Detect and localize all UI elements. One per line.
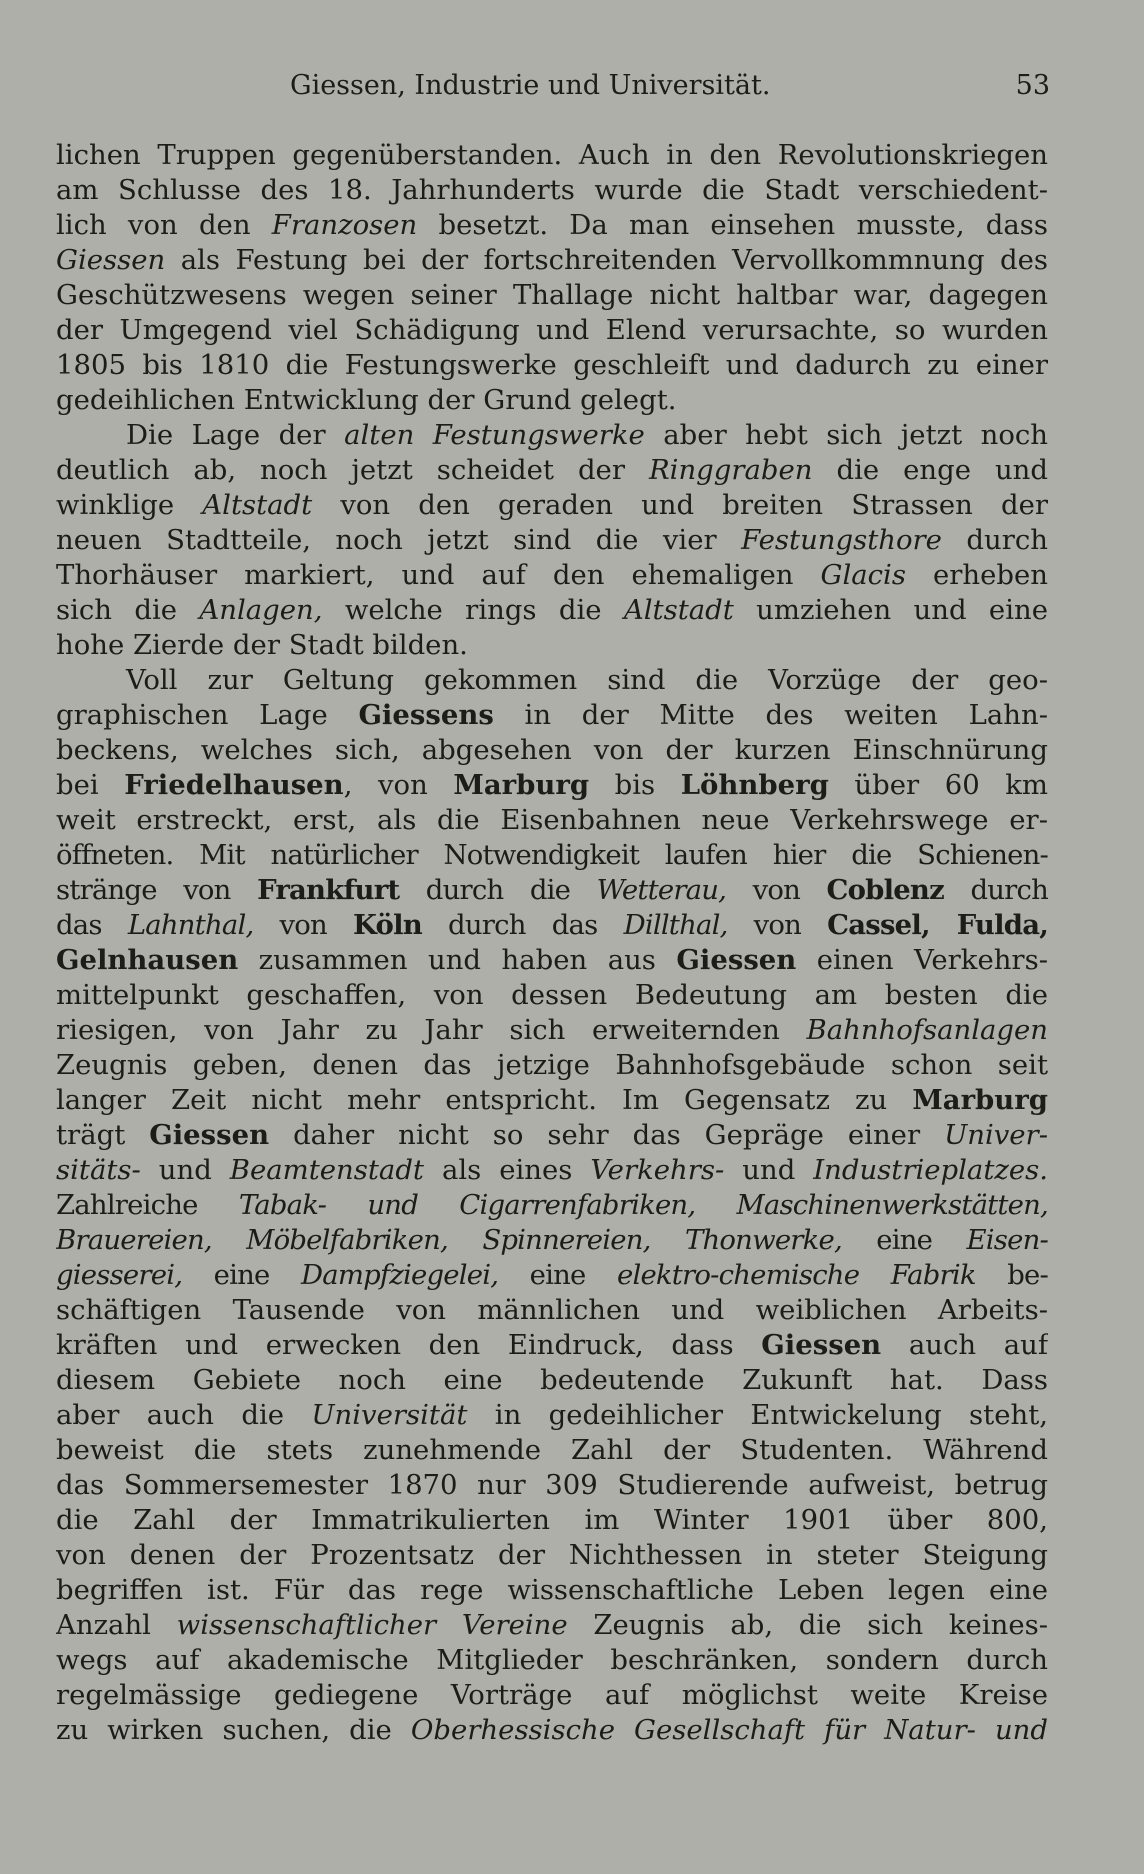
text-line xyxy=(56,1398,1048,1433)
italic-run: Franzosen xyxy=(271,209,418,241)
bold-run: Giessen xyxy=(149,1119,270,1151)
text-run: und xyxy=(724,1154,814,1186)
bold-run: Coblenz xyxy=(826,874,944,906)
text-line xyxy=(56,803,1048,838)
bold-run: Gelnhausen xyxy=(56,944,239,976)
running-header xyxy=(290,70,1050,106)
text-line xyxy=(56,1363,1048,1398)
text-line xyxy=(56,908,1048,943)
bold-run: Löhnberg xyxy=(680,769,829,801)
text-run: umziehen und eine xyxy=(733,594,1048,626)
bold-run: Giessen xyxy=(761,1329,882,1361)
body-text xyxy=(56,138,1048,1748)
italic-run: Altstadt xyxy=(202,489,313,521)
text-line xyxy=(56,1153,1048,1188)
text-run: neuen Stadtteile, noch jetzt sind die vier xyxy=(56,524,742,556)
text-run: durch das xyxy=(421,909,624,941)
text-run: aber auch die xyxy=(56,1399,312,1431)
bold-run: Köln xyxy=(353,909,422,941)
text-run: durch xyxy=(943,874,1048,906)
italic-run: alten Festungswerke xyxy=(344,419,645,451)
italic-run: Brauereien, Möbelfabriken, Spinnereien, Thonwerke, xyxy=(56,1224,842,1256)
italic-run: Festungsthore xyxy=(741,524,942,556)
text-run: begriffen ist. Für das rege wissenschaftliche Leben legen eine xyxy=(56,1574,1048,1606)
italic-run: Industrieplatzes. xyxy=(813,1154,1048,1186)
text-line xyxy=(56,978,1048,1013)
text-run: durch xyxy=(941,524,1048,556)
text-run: trägt xyxy=(56,1119,150,1151)
text-run: erheben xyxy=(905,559,1048,591)
text-line xyxy=(56,208,1048,243)
text-line xyxy=(56,1083,1048,1118)
text-run: in gedeihlicher Entwickelung steht, xyxy=(467,1399,1048,1431)
text-run: von denen der Prozentsatz der Nichthessen in steter Steigung xyxy=(56,1539,1048,1571)
text-run: auch auf xyxy=(881,1329,1048,1361)
text-run: welche rings die xyxy=(322,594,624,626)
text-run: von xyxy=(727,909,828,941)
text-line xyxy=(56,173,1048,208)
text-line xyxy=(56,1048,1048,1083)
text-run: am Schlusse des 18. Jahrhunderts wurde die Stadt verschiedent- xyxy=(56,174,1048,206)
text-run: daher nicht so sehr das Gepräge einer xyxy=(269,1119,945,1151)
text-run: als Festung bei der fortschreitenden Vervollkommnung des xyxy=(165,244,1048,276)
text-run: sich die xyxy=(56,594,200,626)
text-run: eine xyxy=(498,1259,617,1291)
text-run: Geschützwesens wegen seiner Thallage nicht haltbar war, dagegen xyxy=(56,279,1048,311)
text-line xyxy=(56,838,1048,873)
bold-run: Cassel, Fulda, xyxy=(827,909,1048,941)
italic-run: Lahnthal, xyxy=(127,909,254,941)
text-run: langer Zeit nicht mehr entspricht. Im Gegensatz zu xyxy=(56,1084,913,1116)
text-line xyxy=(56,1188,1048,1223)
text-line xyxy=(56,593,1048,628)
text-line xyxy=(56,1468,1048,1503)
italic-run: Glacis xyxy=(820,559,906,591)
text-line xyxy=(56,138,1048,173)
text-line xyxy=(56,1118,1048,1153)
text-run: von den geraden und breiten Strassen der xyxy=(312,489,1048,521)
bold-run: Giessen xyxy=(676,944,797,976)
italic-run: Dillthal, xyxy=(623,909,728,941)
text-line xyxy=(56,418,1048,453)
italic-run: wissenschaftlicher Vereine xyxy=(176,1609,568,1641)
text-run: stränge von xyxy=(56,874,258,906)
bold-run: Marburg xyxy=(912,1084,1048,1116)
text-line xyxy=(56,453,1048,488)
text-run: die Zahl der Immatrikulierten im Winter 1901 über 800, xyxy=(56,1504,1048,1536)
text-run: durch die xyxy=(399,874,597,906)
text-line xyxy=(56,698,1048,733)
italic-run: Oberhessische Gesellschaft für Natur- und xyxy=(410,1714,1048,1746)
text-run: mittelpunkt geschaffen, von dessen Bedeutung am besten die xyxy=(56,979,1048,1011)
text-line xyxy=(56,1678,1048,1713)
text-run: aber hebt sich jetzt noch xyxy=(644,419,1048,451)
text-run: gedeihlichen Entwicklung der Grund gelegt. xyxy=(56,384,677,416)
page-number: 53 xyxy=(1015,70,1050,101)
text-run: diesem Gebiete noch eine bedeutende Zukunft hat. Dass xyxy=(56,1364,1048,1396)
italic-run: Wetterau, xyxy=(596,874,727,906)
text-run: Zeugnis ab, die sich keines- xyxy=(567,1609,1048,1641)
text-line xyxy=(56,1258,1048,1293)
text-line xyxy=(56,1293,1048,1328)
text-line xyxy=(56,383,1048,418)
italic-run: Altstadt xyxy=(623,594,734,626)
text-run: graphischen Lage xyxy=(56,699,359,731)
text-run: zusammen und haben aus xyxy=(238,944,677,976)
text-line xyxy=(56,768,1048,803)
running-title: Giessen, Industrie und Universität. xyxy=(290,70,771,101)
text-line xyxy=(56,523,1048,558)
italic-run: Univer- xyxy=(944,1119,1048,1151)
text-run: als eines xyxy=(423,1154,591,1186)
text-line xyxy=(56,943,1048,978)
text-line xyxy=(56,278,1048,313)
italic-run: Bahnhofsanlagen xyxy=(806,1014,1048,1046)
text-run: regelmässige gediegene Vorträge auf möglichst weite Kreise xyxy=(56,1679,1048,1711)
text-line xyxy=(56,348,1048,383)
text-line xyxy=(56,1433,1048,1468)
bold-run: Friedelhausen xyxy=(124,769,344,801)
text-run: die enge und xyxy=(812,454,1048,486)
italic-run: Dampfziegelei, xyxy=(300,1259,499,1291)
text-run: beckens, welches sich, abgesehen von der kurzen Einschnürung xyxy=(56,734,1048,766)
italic-run: elektro-chemische Fabrik xyxy=(616,1259,976,1291)
text-run: öffneten. Mit natürlicher Notwendigkeit laufen hier die Schienen- xyxy=(56,839,1048,871)
text-run: Die Lage der xyxy=(126,419,345,451)
text-run: eine xyxy=(841,1224,967,1256)
text-run: von xyxy=(726,874,827,906)
text-line xyxy=(56,1013,1048,1048)
text-run: zu wirken suchen, die xyxy=(56,1714,411,1746)
text-run: lichen Truppen gegenüberstanden. Auch in den Revolutionskriegen xyxy=(56,139,1048,171)
text-run: von xyxy=(253,909,354,941)
text-line xyxy=(56,1643,1048,1678)
text-run: riesigen, von Jahr zu Jahr sich erweiternden xyxy=(56,1014,807,1046)
text-run: lich von den xyxy=(56,209,272,241)
text-run: und xyxy=(140,1154,230,1186)
text-run: hohe Zierde der Stadt bilden. xyxy=(56,629,468,661)
text-run: wegs auf akademische Mitglieder beschränken, sondern durch xyxy=(56,1644,1048,1676)
italic-run: Universität xyxy=(311,1399,468,1431)
text-run: in der Mitte des weiten Lahn- xyxy=(493,699,1048,731)
text-run: Thorhäuser markiert, und auf den ehemaligen xyxy=(56,559,821,591)
text-run: Voll zur Geltung gekommen sind die Vorzüge der geo- xyxy=(126,664,1048,696)
text-run: bis xyxy=(589,769,681,801)
text-run: be- xyxy=(975,1259,1048,1291)
text-line xyxy=(56,243,1048,278)
text-run: schäftigen Tausende von männlichen und weiblichen Arbeits- xyxy=(56,1294,1048,1326)
text-run: besetzt. Da man einsehen musste, dass xyxy=(417,209,1048,241)
text-line xyxy=(56,628,1048,663)
italic-run: Giessen xyxy=(56,244,166,276)
text-run: weit erstreckt, erst, als die Eisenbahnen neue Verkehrswege er- xyxy=(56,804,1048,836)
text-run: Anzahl xyxy=(56,1609,177,1641)
text-run: das xyxy=(56,909,128,941)
text-line xyxy=(56,558,1048,593)
text-line xyxy=(56,873,1048,908)
text-line xyxy=(56,313,1048,348)
text-run: Zeugnis geben, denen das jetzige Bahnhofsgebäude schon seit xyxy=(56,1049,1048,1081)
text-run: das Sommersemester 1870 nur 309 Studierende aufweist, betrug xyxy=(56,1469,1048,1501)
text-run: beweist die stets zunehmende Zahl der Studenten. Während xyxy=(56,1434,1048,1466)
text-line xyxy=(56,1713,1048,1748)
italic-run: Ringgraben xyxy=(648,454,813,486)
text-run: deutlich ab, noch jetzt scheidet der xyxy=(56,454,649,486)
text-line xyxy=(56,488,1048,523)
text-run: Zahlreiche xyxy=(56,1189,239,1221)
bold-run: Frankfurt xyxy=(257,874,400,906)
italic-run: Anlagen, xyxy=(199,594,323,626)
text-line xyxy=(56,1503,1048,1538)
text-run: einen Verkehrs- xyxy=(796,944,1048,976)
text-run: winklige xyxy=(56,489,203,521)
text-line xyxy=(56,1223,1048,1258)
text-run: 1805 bis 1810 die Festungswerke geschleift und dadurch zu einer xyxy=(56,349,1048,381)
text-line xyxy=(56,1538,1048,1573)
text-line xyxy=(56,733,1048,768)
text-line xyxy=(56,1328,1048,1363)
bold-run: Marburg xyxy=(453,769,590,801)
italic-run: sitäts- xyxy=(56,1154,141,1186)
italic-run: Beamtenstadt xyxy=(229,1154,424,1186)
bold-run: Giessens xyxy=(358,699,494,731)
italic-run: giesserei, xyxy=(56,1259,183,1291)
italic-run: Verkehrs- xyxy=(590,1154,725,1186)
text-run: der Umgegend viel Schädigung und Elend verursachte, so wurden xyxy=(56,314,1048,346)
text-run: kräften und erwecken den Eindruck, dass xyxy=(56,1329,762,1361)
text-line xyxy=(56,1608,1048,1643)
text-run: bei xyxy=(56,769,125,801)
text-run: eine xyxy=(182,1259,301,1291)
text-line xyxy=(56,663,1048,698)
text-line xyxy=(56,1573,1048,1608)
text-run: , von xyxy=(343,769,454,801)
italic-run: Tabak- und Cigarrenfabriken, Maschinenwerkstätten, xyxy=(238,1189,1048,1221)
italic-run: Eisen- xyxy=(966,1224,1048,1256)
text-run: über 60 km xyxy=(828,769,1048,801)
